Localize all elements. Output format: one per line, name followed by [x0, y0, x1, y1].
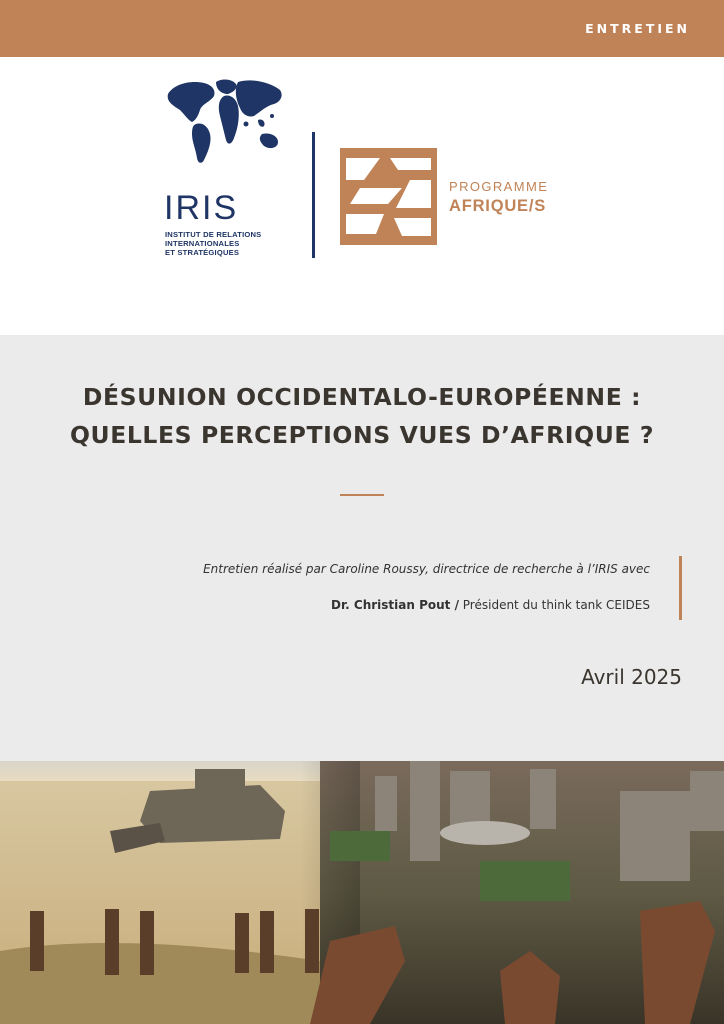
header-band: [0, 0, 724, 57]
credits-accent-bar: [679, 556, 682, 620]
guest-role: Président du think tank CEIDES: [458, 598, 650, 612]
title-line-2: QUELLES PERCEPTIONS VUES D’AFRIQUE ?: [69, 421, 655, 449]
world-map-icon: [162, 76, 286, 206]
document-title: [0, 378, 724, 454]
logo-divider: [312, 132, 315, 258]
iris-subtitle-line: ET STRATÉGIQUES: [165, 247, 240, 257]
section-label: ENTRETIEN: [585, 21, 690, 36]
iris-subtitle-line: INTERNATIONALES: [165, 238, 240, 248]
iris-wordmark: IRIS: [164, 189, 239, 227]
title-divider: [340, 494, 384, 496]
guest-name: Dr. Christian Pout /: [330, 598, 459, 612]
iris-subtitle-line: INSTITUT DE RELATIONS: [165, 230, 262, 239]
interviewer-credit: Entretien réalisé par Caroline Roussy, directrice de recherche à l’IRIS avec: [203, 562, 650, 576]
publication-date: Avril 2025: [581, 665, 682, 689]
title-line-1: DÉSUNION OCCIDENTALO-EUROPÉENNE :: [82, 383, 642, 411]
programme-label: PROGRAMME: [449, 179, 549, 194]
guest-credit: [90, 597, 650, 613]
credits: [90, 561, 650, 613]
cover-photo-collage: [0, 761, 724, 1024]
programme-name: AFRIQUE/S: [449, 197, 547, 215]
programme-emblem-icon: [340, 148, 437, 245]
iris-subtitle: [165, 231, 295, 257]
